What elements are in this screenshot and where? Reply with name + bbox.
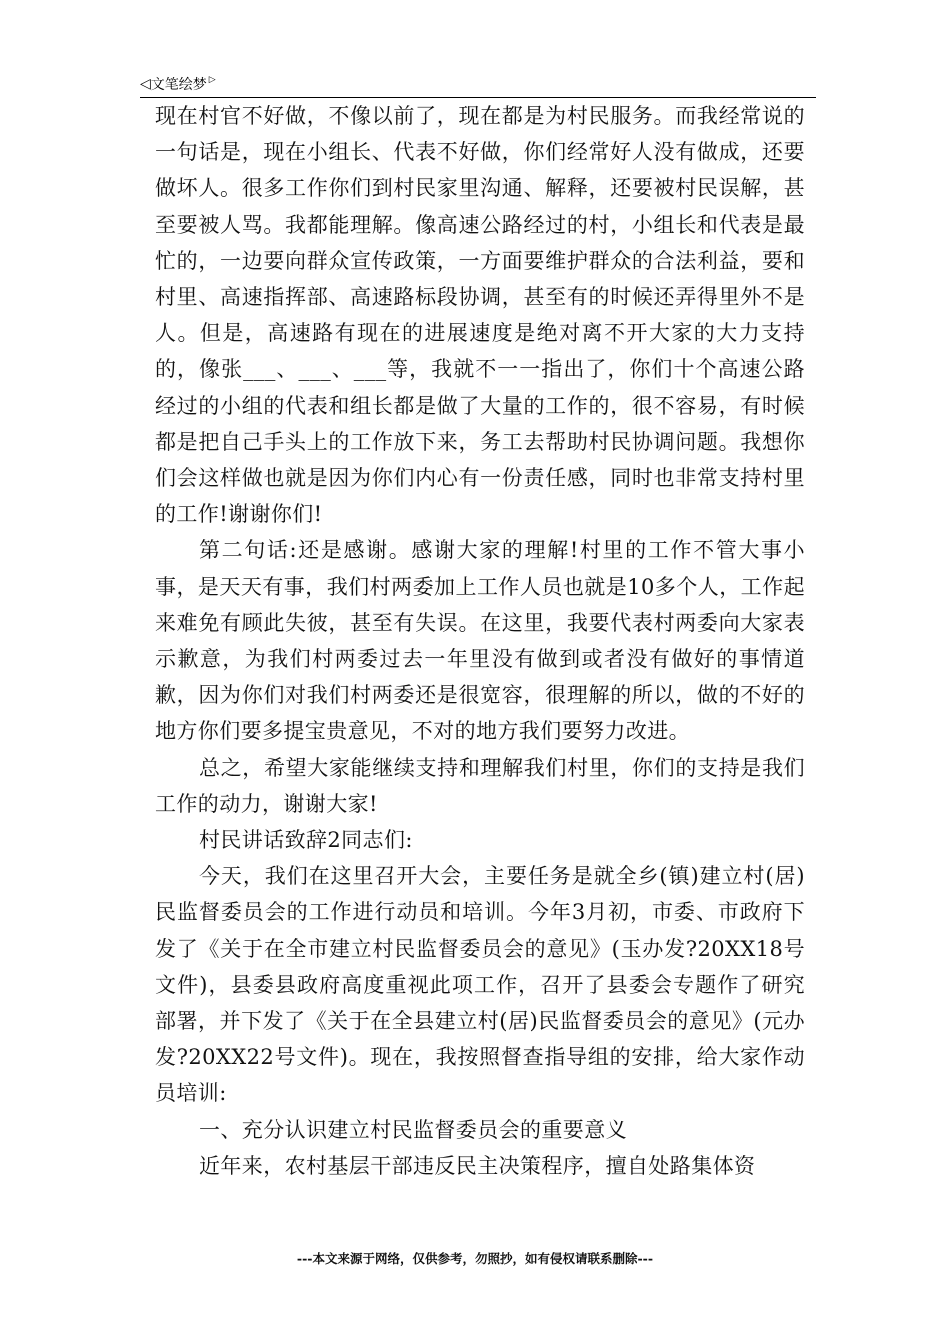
paragraph: 现在村官不好做，不像以前了，现在都是为村民服务。而我经常说的一句话是，现在小组长、代表不好做，你们经常好人没有做成，还要做坏人。很多工作你们到村民家里沟通、解释，还要被村民误解，甚至要被人骂。我都能理解。像高速公路经过的村，小组长和代表是最忙的，一边要向群众宣传政策，一方面要维护群众的合法利益，要和村里、高速指挥部、高速路标段协调，甚至有的时候还弄得里外不是人。但是，高速路有现在的进展速度是绝对离不开大家的大力支持的，像张___、___、___等，我就不一一指出了，你们十个高速公路经过的小组的代表和组长都是做了大量的工作的，很不容易，有时候都是把自己手头上的工作放下来，务工去帮助村民协调问题。我想你们会这样做也就是因为你们内心有一份责任感，同时也非常支持村里的工作!谢谢你们! xyxy=(155,104,805,527)
paragraph: 近年来，农村基层干部违反民主决策程序，擅自处路集体资 xyxy=(199,1153,756,1178)
paragraph: 今天，我们在这里召开大会，主要任务是就全乡(镇)建立村(居)民监督委员会的工作进行动员和培训。今年3月初，市委、市政府下发了《关于在全市建立村民监督委员会的意见》(玉办发?20XX18号文件)，县委县政府高度重视此项工作，召开了县委会专题作了研究部署，并下发了《关于在全县建立村(居)民监督委员会的意见》(元办发?20XX22号文件)。现在，我按照督查指导组的安排，给大家作动员培训: xyxy=(155,864,805,1106)
triangle-right-icon: ▷ xyxy=(208,75,216,85)
triangle-left-icon: ◁ xyxy=(140,76,151,92)
paragraph: 第二句话:还是感谢。感谢大家的理解!村里的工作不管大事小事，是天天有事，我们村两委加上工作人员也就是10多个人，工作起来难免有顾此失彼，甚至有失误。在这里，我要代表村两委向大家表示歉意，为我们村两委过去一年里没有做到或者没有做好的事情道歉，因为你们对我们村两委还是很宽容，很理解的所以，做的不好的地方你们要多提宝贵意见，不对的地方我们要努力改进。 xyxy=(155,538,805,744)
paragraph: 村民讲话致辞2同志们: xyxy=(199,828,413,853)
document-body xyxy=(155,98,805,1184)
page-footer-disclaimer: ---本文来源于网络，仅供参考，勿照抄，如有侵权请联系删除--- xyxy=(296,1251,654,1266)
paragraph: 总之，希望大家能继续支持和理解我们村里，你们的支持是我们工作的动力，谢谢大家! xyxy=(155,755,805,816)
section-heading: 一、充分认识建立村民监督委员会的重要意义 xyxy=(199,1117,627,1142)
page-header xyxy=(140,74,216,94)
brand-name: 文笔绘梦 xyxy=(150,77,207,93)
